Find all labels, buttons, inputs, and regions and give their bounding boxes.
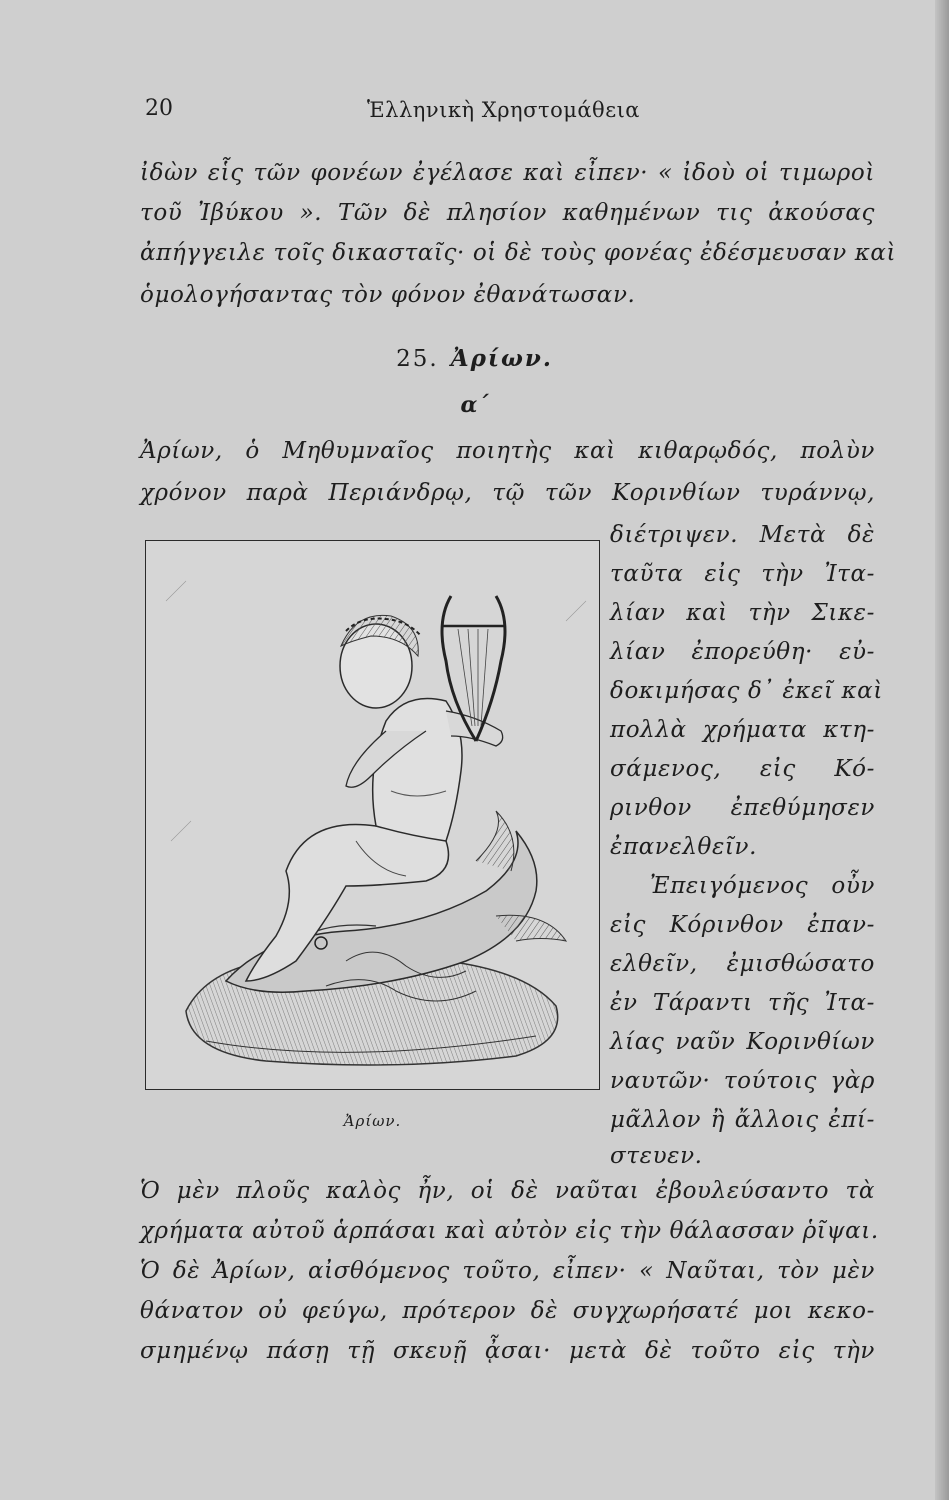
section-title: Ἀρίων.: [450, 345, 553, 372]
narrow-line-10: Ἐπειγόμενος οὖν: [650, 873, 875, 899]
arion-engraving: [145, 540, 600, 1090]
running-title: Ἑλληνικὴ Χρηστομάθεια: [367, 98, 640, 122]
narrow-line-17: στευεν.: [610, 1143, 703, 1169]
intro-line-4: ὁμολογήσαντας τὸν φόνον ἐθανάτωσαν.: [140, 282, 636, 308]
narrow-line-11: εἰς Κόρινθον ἐπαν-: [610, 912, 875, 938]
body-line-1: Ἀρίων, ὁ Μηθυμναῖος ποιητὴς καὶ κιθαρῳδός, πολὺν: [140, 438, 875, 464]
body-end-line-1: Ὁ μὲν πλοῦς καλὸς ἦν, οἱ δὲ ναῦται ἐβουλεύσαντο τὰ: [140, 1178, 875, 1204]
narrow-line-6: πολλὰ χρήματα κτη-: [610, 717, 875, 743]
body-end-line-5: σμημένῳ πάσῃ τῇ σκευῇ ᾆσαι· μετὰ δὲ τοῦτο εἰς τὴν: [140, 1338, 875, 1364]
narrow-line-1: διέτριψεν. Μετὰ δὲ: [610, 522, 875, 548]
narrow-line-5: δοκιμήσας δ᾿ ἐκεῖ καὶ: [610, 678, 883, 704]
body-end-line-4: θάνατον οὐ φεύγω, πρότερον δὲ συγχωρήσατέ μοι κεκο-: [140, 1298, 875, 1324]
arion-illustration: [146, 541, 600, 1090]
narrow-line-14: λίας ναῦν Κορινθίων: [610, 1029, 875, 1055]
figure-caption: Ἀρίων.: [343, 1112, 402, 1130]
page-edge: [935, 0, 949, 1500]
page-number: 20: [145, 96, 173, 121]
narrow-line-15: ναυτῶν· τούτοις γὰρ: [610, 1068, 875, 1094]
narrow-line-4: λίαν ἐπορεύθη· εὐ-: [610, 639, 875, 665]
narrow-line-2: ταῦτα εἰς τὴν Ἰτα-: [610, 561, 875, 587]
narrow-line-9: ἐπανελθεῖν.: [610, 834, 757, 860]
intro-line-1: ἰδὼν εἷς τῶν φονέων ἐγέλασε καὶ εἶπεν· « ἰδοὺ οἱ τιμωροὶ: [140, 160, 875, 186]
section-heading: [0, 345, 949, 372]
subsection-marker: α΄: [460, 392, 489, 418]
narrow-line-3: λίαν καὶ τὴν Σικε-: [610, 600, 875, 626]
body-line-2: χρόνον παρὰ Περιάνδρῳ, τῷ τῶν Κορινθίων τυράννῳ,: [140, 480, 875, 506]
narrow-line-12: ελθεῖν, ἐμισθώσατο: [610, 951, 875, 977]
narrow-line-8: ρινθον ἐπεθύμησεν: [610, 795, 875, 821]
intro-line-2: τοῦ Ἰβύκου ». Τῶν δὲ πλησίον καθημένων τις ἀκούσας: [140, 200, 875, 226]
narrow-line-16: μᾶλλον ἢ ἄλλοις ἐπί-: [610, 1107, 875, 1133]
narrow-line-7: σάμενος, εἰς Κό-: [610, 756, 875, 782]
intro-line-3: ἀπήγγειλε τοῖς δικασταῖς· οἱ δὲ τοὺς φονέας ἐδέσμευσαν καὶ: [140, 240, 897, 266]
narrow-line-13: ἐν Τάραντι τῆς Ἰτα-: [610, 990, 875, 1016]
running-head: [145, 96, 865, 126]
body-end-line-3: Ὁ δὲ Ἀρίων, αἰσθόμενος τοῦτο, εἶπεν· « Ναῦται, τὸν μὲν: [140, 1258, 875, 1284]
section-number: 25.: [396, 346, 439, 372]
body-end-line-2: χρήματα αὐτοῦ ἁρπάσαι καὶ αὐτὸν εἰς τὴν θάλασσαν ῥῖψαι.: [140, 1218, 879, 1244]
